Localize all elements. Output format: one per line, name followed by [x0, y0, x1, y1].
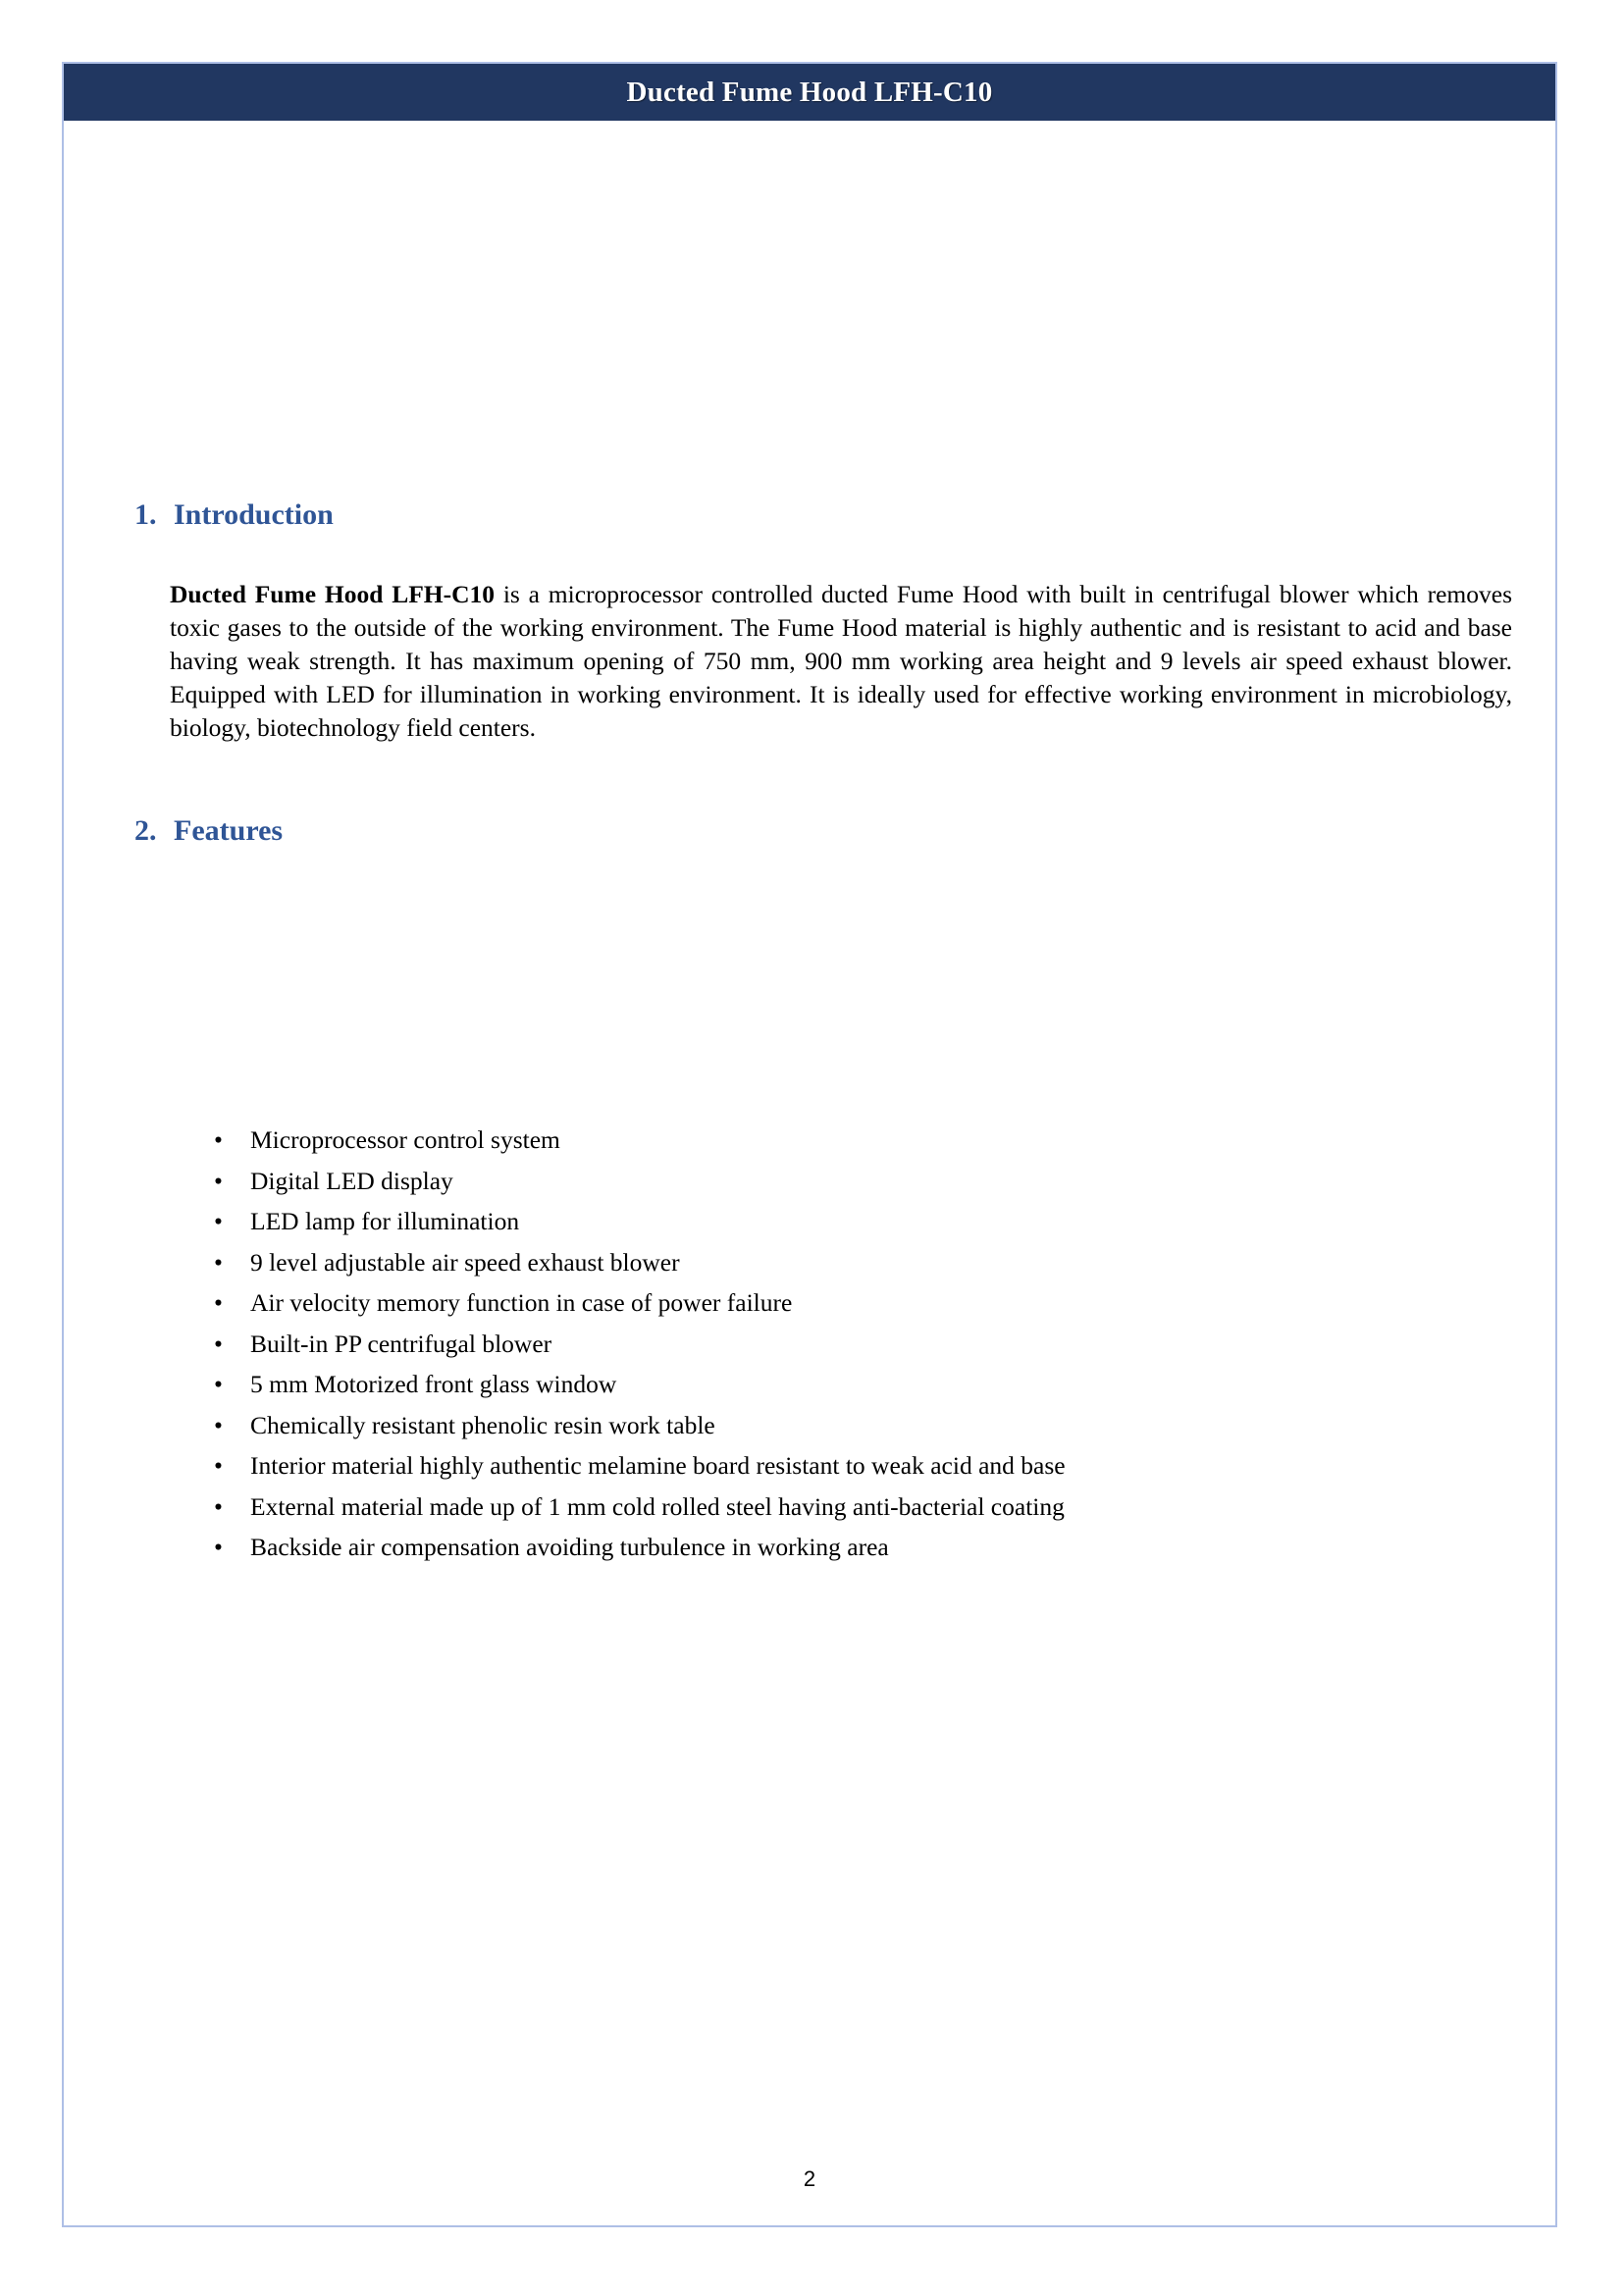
bullet-icon: • — [214, 1288, 223, 1317]
section-title-introduction: Introduction — [174, 498, 334, 531]
bullet-icon: • — [214, 1247, 223, 1277]
list-item-label: Chemically resistant phenolic resin work table — [250, 1410, 715, 1439]
bullet-icon: • — [214, 1451, 223, 1480]
introduction-body-text: is a microprocessor controlled ducted Fume Hood with built in centrifugal blower which removes toxic gases to the outside of the working environment. The Fume Hood material is highly authentic and is resistant to acid and base having weak strength. It has maximum opening of 750 mm, 900 mm working area height and 9 levels air speed exhaust blower. Equipped with LED for illumination in working environment. It is ideally used for effective working environment in microbiology, biology, biotechnology field centers. — [170, 579, 1512, 742]
list-item — [170, 1364, 1455, 1405]
bullet-icon: • — [214, 1533, 223, 1561]
bullet-icon: • — [214, 1370, 223, 1398]
bullet-icon: • — [214, 1491, 223, 1521]
bullet-icon: • — [214, 1410, 223, 1439]
section-heading-features — [134, 814, 283, 848]
list-item-label: Backside air compensation avoiding turbulence in working area — [250, 1533, 889, 1561]
list-item — [170, 1324, 1455, 1365]
list-item-label: Microprocessor control system — [250, 1125, 560, 1154]
section-number-introduction: 1. — [134, 498, 157, 531]
document-body — [64, 121, 1555, 2225]
list-item-label: Interior material highly authentic melamine board resistant to weak acid and base — [250, 1451, 1066, 1480]
list-item — [170, 1445, 1455, 1487]
introduction-paragraph — [170, 578, 1512, 745]
features-bullet-list — [170, 1120, 1455, 1568]
list-item-label: Air velocity memory function in case of power failure — [250, 1288, 793, 1317]
list-item-label: LED lamp for illumination — [250, 1207, 520, 1235]
list-item-label: Digital LED display — [250, 1166, 453, 1195]
list-item — [170, 1242, 1455, 1283]
document-title: Ducted Fume Hood LFH-C10 — [626, 76, 993, 108]
list-item — [170, 1161, 1455, 1202]
list-item — [170, 1405, 1455, 1446]
list-item — [170, 1120, 1455, 1161]
bullet-icon: • — [214, 1166, 223, 1195]
list-item-label: 5 mm Motorized front glass window — [250, 1370, 617, 1398]
list-item — [170, 1527, 1455, 1568]
list-item-label: Built-in PP centrifugal blower — [250, 1329, 552, 1358]
section-number-features: 2. — [134, 814, 157, 847]
bullet-icon: • — [214, 1125, 223, 1154]
document-title-banner — [64, 64, 1555, 121]
section-title-features: Features — [174, 814, 284, 847]
section-heading-introduction — [134, 498, 334, 532]
list-item-label: External material made up of 1 mm cold rolled steel having anti-bacterial coating — [250, 1491, 1065, 1521]
bullet-icon: • — [214, 1207, 223, 1235]
page-frame — [62, 62, 1557, 2227]
page-number: 2 — [803, 2166, 816, 2191]
introduction-lead-phrase: Ducted Fume Hood LFH-C10 — [170, 579, 496, 608]
list-item — [170, 1487, 1455, 1528]
list-item — [170, 1282, 1455, 1324]
list-item — [170, 1201, 1455, 1242]
list-item-label: 9 level adjustable air speed exhaust blower — [250, 1247, 680, 1277]
bullet-icon: • — [214, 1329, 223, 1358]
